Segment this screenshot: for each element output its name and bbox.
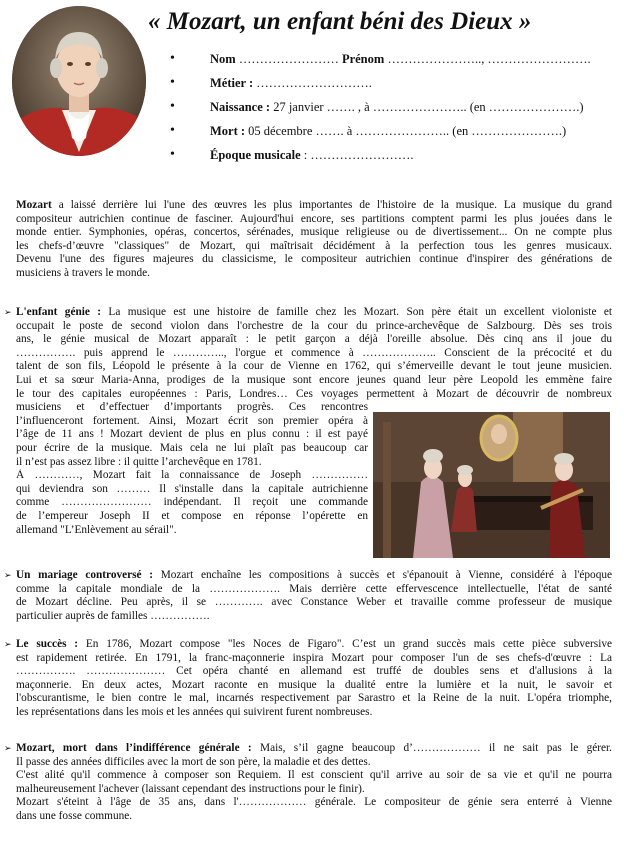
field-birth: • Naissance : 27 janvier ……. , à ………………….. (en ………………….) [170,100,591,124]
section-success: ➢ Le succès : En 1786, Mozart compose "les Noces de Figaro". C’est un grand succès mais cette pièce subversive est rapidement retirée. En 1791, la franc-maçonnerie inspira Mozart pour composer l'un de ses chefs-d'œuvre : La ……………. ………………… Cet opéra chanté en allemand est truffé de doubles sens et d'allusions à la maçonnerie. En deux actes, Mozart raconte en musique la dualité entre la lumière et la nuit, le savoir et l'obscurantisme, le bien contre le mal, incarnés respectivement par Sarastro et la Reine de la nuit. L'opéra triomphe, les représentations dans les mois et les années qui suivirent furent nombreuses. [4,638,612,718]
section-death: ➢ Mozart, mort dans l’indifférence générale : Mais, s’il gagne beaucoup d’……………… il ne sait pas le gérer. Il passe des années difficiles avec la mort de son père, la maladie et des dettes. C'est alité qu'il commence à composer son Requiem. Il est conscient qu'il arrive au soir de sa vie et qu'il ne pourra malheureusement l'achever (laissant cependant des instructions pour le finir). Mozart s'éteint à l'âge de 35 ans, dans l'……………… générale. Le compositeur de génie sera enterré à Vienne dans une fosse commune. [4,742,612,822]
intro-paragraph: Mozart a laissé derrière lui l'une des œuvres les plus importantes de l'histoire de la musique. La musique du grand compositeur autrichien continue de fasciner. Aujourd'hui encore, ses partitions comptent parmi les plus jouées dans le monde entier. Symphonies, opéras, concertos, sérénades, musique religieuse ou de divertissement... On ne compte plus les chefs-d’œuvre "classiques" de Mozart, qui maîtrisait décidément à la perfection tous les genres musicaux. Devenu l'une des figures majeures du classicisme, le compositeur autrichien continue d'inspirer des générations de musiciens à travers le monde. [16,199,612,279]
identity-fields [170,52,591,172]
field-era: • Époque musicale : ……………………. [170,148,591,172]
section-child-genius: ➢ L'enfant génie : La musique est une histoire de famille chez les Mozart. Son père était un excellent violoniste et occupait le poste de second violon dans l'orchestre de la cour du prince-archevêque de Salzbourg. Dès ses trois ans, le génie musical de Mozart apparaît : le petit garçon a déjà l'oreille absolue. Dès cinq ans il joue du ……………. puis apprend le ………….., l'orgue et commence à ……………….. Conscient de la précocité et du talent de son fils, Léopold le présente à la cour de Vienne en 1762, qui s’émerveille devant le tout jeune musicien. Lui et sa sœur Maria-Anna, prodiges de la musique sont encore jeunes quand leur père Leopold les emmène faire le tour des capitales européennes : Paris, Londres… Ces voyages permettent à Mozart de découvrir de nombreux musiciens et d’effectuer d’importants progrès. Ces rencontres l’influenceront fortement. Ainsi, Mozart écrit son premier opéra à l’âge de 11 ans ! Mozart devient de plus en plus connu : il est payé pour écrire de la musique. Mais cela ne lui plaît pas beaucoup car il n’est pas assez libre : il quitte l’archevêque en 1781. À …………, Mozart fait la connaissance de Joseph …………… qui deviendra son ……… Il s'installe dans la capitale autrichienne comme …………………… indépendant. Il reçoit une commande de l’empereur Joseph II et compose en réponse l’opérette en allemand "L’Enlèvement au sérail". [4,306,612,536]
arrow-bullet-icon: ➢ [4,570,12,580]
section-marriage: ➢ Un mariage controversé : Mozart enchaîne les compositions à succès et s'épanouit à Vienne, considéré à l'époque comme la capitale mondiale de la ………………. Mais derrière cette effervescence intellectuelle, l'état de santé de Mozart décline. Peu après, il se …………. avec Constance Weber et travaille comme professeur de musique particulier auprès de familles ……………. [4,569,612,622]
page-title: « Mozart, un enfant béni des Dieux » [148,8,532,35]
field-death: • Mort : 05 décembre ……. à ………………….. (en ………………….) [170,124,591,148]
arrow-bullet-icon: ➢ [4,307,12,317]
field-job: • Métier : ………………………. [170,76,591,100]
arrow-bullet-icon: ➢ [4,639,12,649]
arrow-bullet-icon: ➢ [4,743,12,753]
field-name: • Nom …………………… Prénom ………………….., ……………………. [170,52,591,76]
mozart-family-painting [373,412,610,558]
mozart-portrait [12,6,146,156]
